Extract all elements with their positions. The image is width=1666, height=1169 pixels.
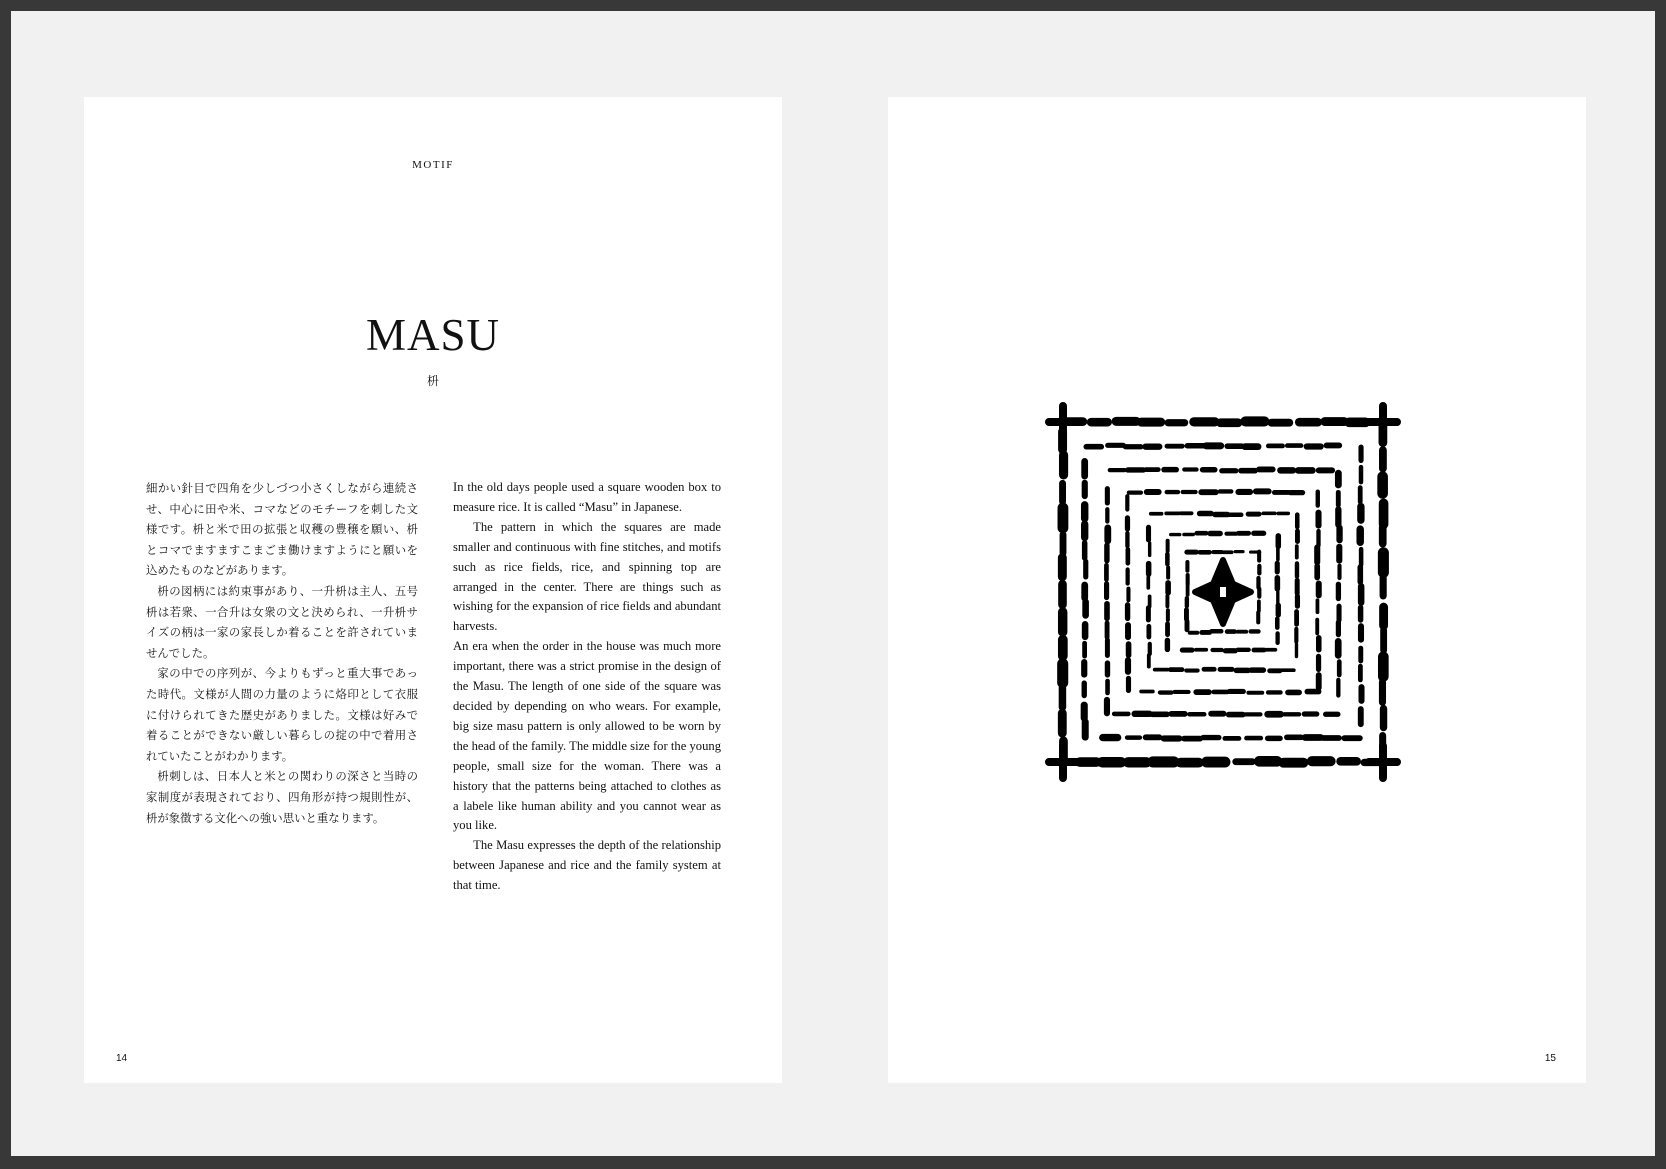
english-paragraph: An era when the order in the house was much more important, there was a strict promise in the design of the Masu. The length of one side of the square was decided by depending on who wears. For example, big size masu pattern is only allowed to be worn by the head of the family. The middle size for the young people, small size for the woman. There was a history that the patterns being attached to clothes as a labele like human ability and you cannot wear as you like. <box>453 639 721 833</box>
japanese-paragraph: 枡刺しは、日本人と米との関わりの深さと当時の家制度が表現されており、四角形が持つ規則性が、枡が象徴する文化への強い思いと重なります。 <box>146 769 418 825</box>
page-subtitle-kanji: 枡 <box>426 374 439 388</box>
center-petal <box>1213 560 1233 584</box>
english-text-column <box>453 478 721 896</box>
corner-cross <box>1369 746 1397 778</box>
english-paragraph: In the old days people used a square wooden box to measure rice. It is called “Masu” in Japanese. <box>453 480 721 514</box>
masu-motif-illustration <box>1043 387 1413 797</box>
english-paragraph: The Masu expresses the depth of the relationship between Japanese and rice and the family system at that time. <box>453 838 721 893</box>
section-label: MOTIF <box>412 159 454 171</box>
page-number: 15 <box>1544 1053 1556 1064</box>
japanese-text-column <box>146 478 418 828</box>
corner-cross <box>1049 746 1077 778</box>
left-page <box>84 97 782 1083</box>
japanese-paragraph: 家の中での序列が、今よりもずっと重大事であった時代。文様が人間の力量のように烙印として衣服に付けられてきた歴史がありました。文様は好みで着ることができない厳しい暮らしの掟の中で着用されていたことがわかります。 <box>146 666 418 763</box>
japanese-paragraph: 枡の図柄には約束事があり、一升枡は主人、五号枡は若衆、一合升は女衆の文と決められ、一升枡サイズの柄は一家の家長しか着ることを許されていませんでした。 <box>146 583 418 660</box>
page-title: MASU <box>365 310 501 360</box>
english-paragraph: The pattern in which the squares are made smaller and continuous with fine stitches, and motifs such as rice fields, rice, and spinning top are arranged in the center. There are things such as wishing for the expansion of rice fields and abundant harvests. <box>453 519 721 634</box>
corner-cross <box>1049 406 1077 438</box>
corner-cross <box>1369 406 1397 438</box>
stitch-pattern <box>1049 406 1397 778</box>
spread-background <box>11 11 1655 1156</box>
page-number: 14 <box>116 1053 128 1064</box>
center-petal <box>1213 600 1233 624</box>
japanese-paragraph: 細かい針目で四角を少しづつ小さくしながら連続させ、中心に田や米、コマなどのモチーフを刺した文様です。枡と米で田の拡張と収穫の豊穣を願い、枡とコマでますますこまごま働けますようにと願いを込めたものなどがあります。 <box>146 481 418 578</box>
center-motif <box>1195 560 1251 624</box>
right-page <box>888 97 1586 1083</box>
